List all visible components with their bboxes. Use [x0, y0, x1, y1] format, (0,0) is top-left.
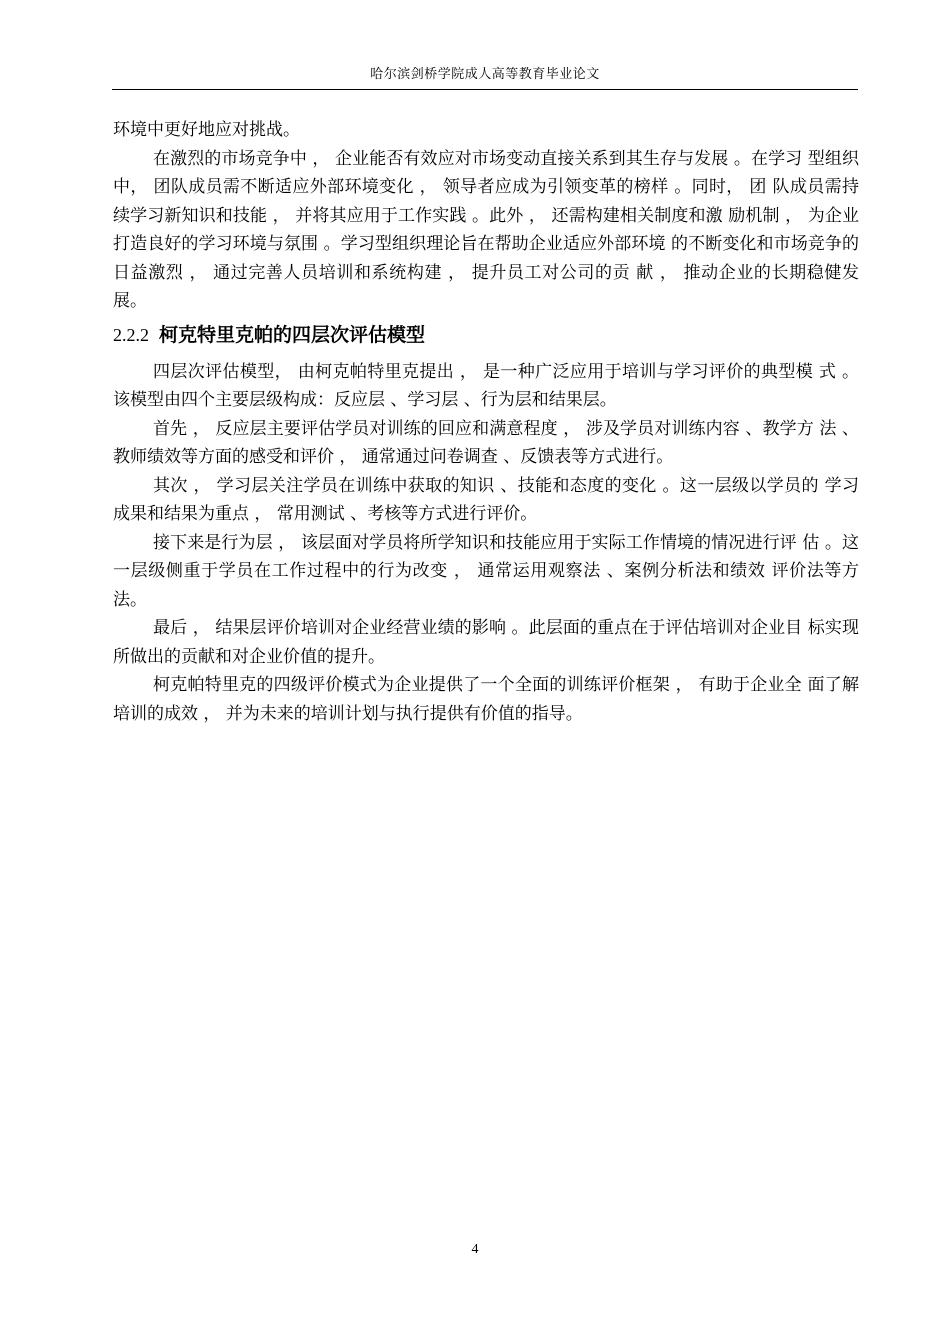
paragraph-learning-organization: 在激烈的市场竞争中 ， 企业能否有效应对市场变动直接关系到其生存与发展 。在学习 型组织中， 团队成员需不断适应外部环境变化 ， 领导者应成为引领变革的榜样 。同时， 团 队成员需持续学习新知识和技能 ， 并将其应用于工作实践 。此外 ， 还需构建相关制度和激 励机制 ， 为企业打造良好的学习环境与氛围 。学习型组织理论旨在帮助企业适应外部环境 的不断变化和市场竞争的日益激烈 ， 通过完善人员培训和系统构建 ， 提升员工对公司的贡 献 ， 推动企业的长期稳健发展。 [113, 148, 859, 311]
paragraph-reaction-level: 首先 ， 反应层主要评估学员对训练的回应和满意程度 ， 涉及学员对训练内容 、教学方 法 、教师绩效等方面的感受和评价 ， 通常通过问卷调查 、反馈表等方式进行。 [113, 418, 859, 467]
paragraph-behavior-level: 接下来是行为层 ， 该层面对学员将所学知识和技能应用于实际工作情境的情况进行评 估 。这一层级侧重于学员在工作过程中的行为改变 ， 通常运用观察法 、案例分析法和绩效 评价法等方法。 [113, 532, 859, 610]
section-number: 2.2.2 [113, 324, 149, 345]
paragraph-continuation: 环境中更好地应对挑战。 [113, 120, 300, 140]
document-body [113, 116, 859, 728]
header-rule [112, 89, 858, 90]
page-number: 4 [471, 1242, 479, 1257]
paragraph-conclusion: 柯克帕特里克的四级评价模式为企业提供了一个全面的训练评价框架 ， 有助于企业全 面了解培训的成效 ， 并为未来的培训计划与执行提供有价值的指导。 [113, 675, 859, 724]
page-header: 哈尔滨剑桥学院成人高等教育毕业论文 [370, 67, 600, 82]
paragraph-model-intro: 四层次评估模型， 由柯克帕特里克提出 ， 是一种广泛应用于培训与学习评价的典型模 式 。该模型由四个主要层级构成：反应层 、学习层 、行为层和结果层。 [113, 361, 859, 410]
section-heading [113, 318, 859, 352]
section-title: 柯克特里克帕的四层次评估模型 [159, 323, 426, 346]
paragraph-learning-level: 其次 ， 学习层关注学员在训练中获取的知识 、技能和态度的变化 。这一层级以学员的 学习成果和结果为重点 ， 常用测试 、考核等方式进行评价。 [113, 475, 859, 524]
paragraph-results-level: 最后 ， 结果层评价培训对企业经营业绩的影响 。此层面的重点在于评估培训对企业目 标实现所做出的贡献和对企业价值的提升。 [113, 618, 859, 667]
